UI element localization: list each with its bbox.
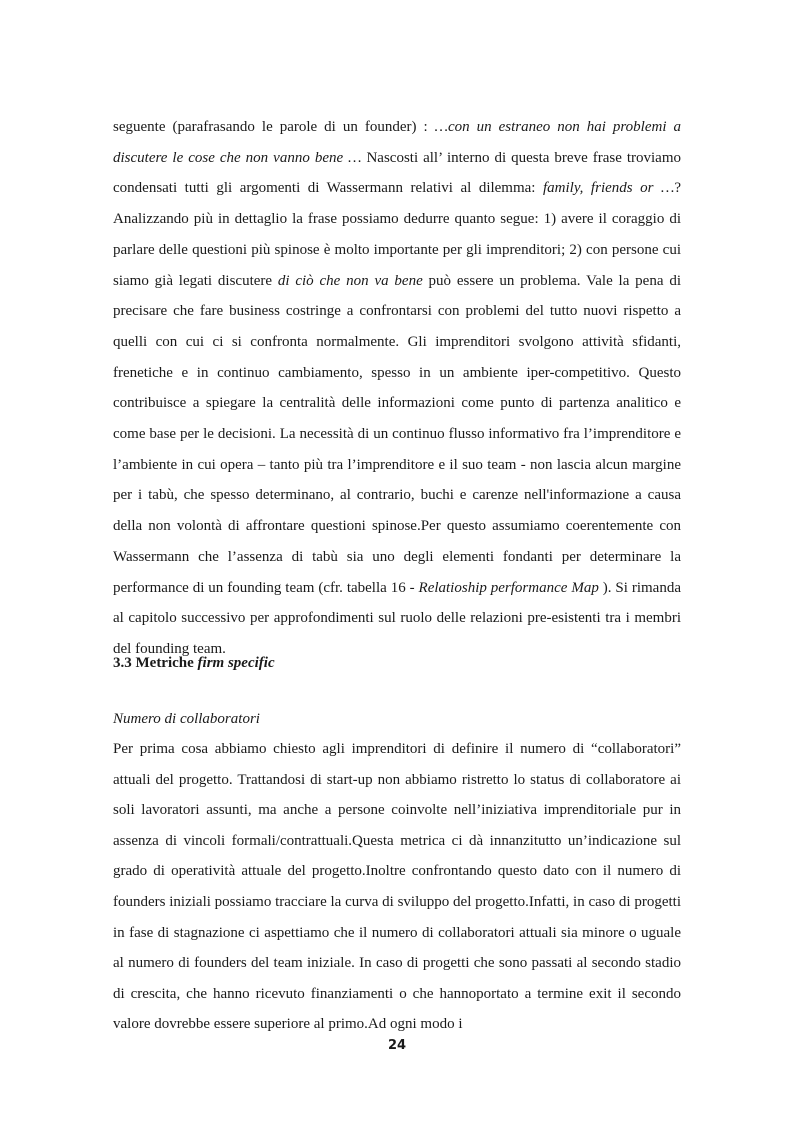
italic-phrase: family, friends or … xyxy=(543,180,675,197)
subsection-heading: Numero di collaboratori xyxy=(113,711,260,727)
italic-quote: …con un estraneo non hai problemi a discutere le cose che non vanno bene … xyxy=(113,119,681,166)
italic-table-reference: Relatioship performance Map xyxy=(418,579,599,596)
paragraph-text: seguente (parafrasando le parole di un founder) : xyxy=(113,119,435,135)
paragraph-text: Nascosti all’ interno di questa breve frase troviamo condensati tutti gli argomenti di Wassermann relativi al dilemma: xyxy=(113,149,682,197)
page-number: 24 xyxy=(387,1038,407,1053)
paragraph-text: ? Analizzando più in dettaglio la frase possiamo dedurre quanto segue: 1) avere il coraggio di parlare delle questioni più spinose è molto importante per gli imprenditori; 2) con persone cui siamo già legati discutere xyxy=(113,180,681,289)
section-heading xyxy=(113,648,275,678)
paragraph-text: può essere un problema. Vale la pena di precisare che fare business costringe a confrontarsi con problemi del tutto nuovi rispetto a quelli con cui ci si confronta normalmente. Gli imprenditori svolgono attività sfidanti, frenetiche e in continuo cambiamento, spesso in un ambiente iper-competitivo. Questo contribuisce a spiegare la centralità delle informazioni come punto di partenza analitico e come base per le decisioni. La necessità di un continuo flusso informativo fra l’imprenditore e l’ambiente in cui opera – tanto più tra l’imprenditore e il suo team - non lascia alcun margine per i tabù, che spesso determinano, al contrario, buchi e carenze nell'informazione a causa della non volontà di affrontare questioni spinose.Per questo assumiamo coerentemente con Wassermann che l’assenza di tabù sia uno degli elementi fondanti per determinare la performance di un founding team (cfr. tabella 16 - xyxy=(113,272,681,596)
body-paragraph xyxy=(113,112,681,665)
italic-phrase: di ciò che non va bene xyxy=(277,272,423,289)
section-heading-text: 3.3 Metriche xyxy=(113,655,198,671)
body-paragraph: Per prima cosa abbiamo chiesto agli imprenditori di definire il numero di “collaboratori” attuali del progetto. Trattandosi di start-up non abbiamo ristretto lo status di collaboratore ai soli lavoratori assunti, ma anche a persone coinvolte nell’iniziativa imprenditoriale pur in assenza di vincoli formali/contrattuali.Questa metrica ci dà innanzitutto un’indicazione sul grado di operatività attuale del progetto.Inoltre confrontando questo dato con il numero di founders iniziali possiamo tracciare la curva di sviluppo del progetto.Infatti, in caso di progetti in fase di stagnazione ci aspettiamo che il numero di collaboratori attuali sia minore o uguale al numero di founders del team iniziale. In caso di progetti che sono passati al secondo stadio di crescita, che hanno ricevuto finanziamenti o che hannoportato a termine exit il secondo valore dovrebbe essere superiore al primo.Ad ogni modo i xyxy=(113,741,681,1033)
section-heading-italic: firm specific xyxy=(197,655,275,671)
paragraph-text: ). Si rimanda al capitolo successivo per approfondimenti sul ruolo delle relazioni pre-esistenti tra i membri del founding team. xyxy=(113,579,681,657)
